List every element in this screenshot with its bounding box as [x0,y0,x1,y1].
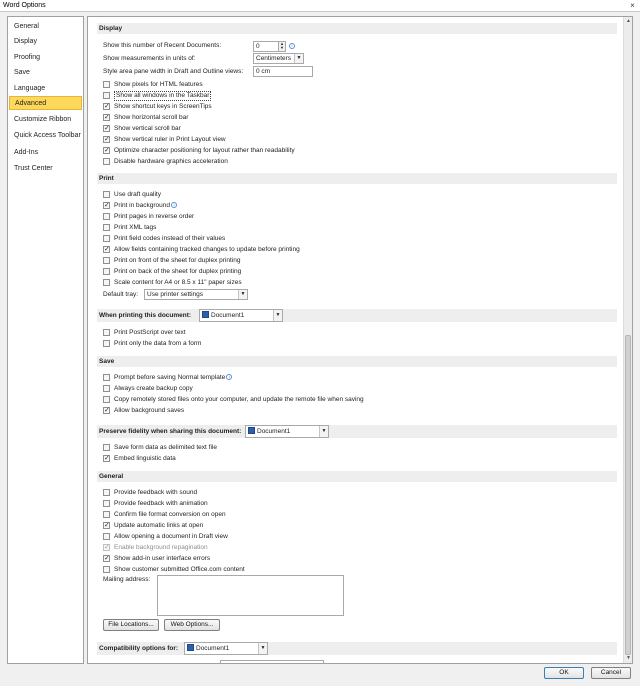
when-printing-label: When printing this document: [99,312,192,319]
file-locations-button[interactable]: File Locations... [103,619,159,631]
option-label: Allow background saves [114,407,185,414]
style-pane-width-input[interactable]: 0 cm [253,66,313,77]
option-label: Show shortcut keys in ScreenTips [114,103,212,110]
word-document-icon [187,644,194,651]
fidelity-doc-value: Document1 [257,428,291,435]
checkbox[interactable]: ✓ [104,407,110,414]
checkbox[interactable]: ✓ [104,114,110,121]
option-label: Show horizontal scroll bar [114,114,189,121]
scroll-up-icon[interactable]: ▲ [626,18,631,24]
checkbox: ✓ [104,544,110,551]
option-label: Allow opening a document in Draft view [114,533,228,540]
recent-docs-input[interactable]: 0 [253,41,279,52]
checkbox[interactable] [103,385,110,392]
when-printing-doc-value: Document1 [211,312,245,319]
option-label: Provide feedback with animation [114,500,208,507]
nav-item-quick-access-toolbar[interactable]: Quick Access Toolbar [14,132,81,139]
checkbox[interactable] [103,566,110,573]
option-label: Show vertical scroll bar [114,125,181,132]
option-label: Print on front of the sheet for duplex printing [114,257,241,264]
default-tray-label: Default tray: [103,291,139,298]
word-document-icon [248,427,255,434]
content-scrollbar[interactable] [623,17,632,663]
options-nav [7,16,84,664]
checkbox[interactable] [103,158,110,165]
nav-item-save[interactable]: Save [14,69,30,76]
checkbox[interactable] [103,329,110,336]
checkbox[interactable] [103,489,110,496]
option-label: Confirm file format conversion on open [114,511,226,518]
web-options-button[interactable]: Web Options... [164,619,220,631]
option-label: Enable background repagination [114,544,208,551]
nav-item-display[interactable]: Display [14,38,37,45]
option-label: Show vertical ruler in Print Layout view [114,136,226,143]
checkbox[interactable] [103,444,110,451]
spin-up-icon[interactable]: ▲ [280,41,284,46]
section-header-display: Display [97,23,617,34]
option-text: Print in background [114,202,171,209]
nav-item-language[interactable]: Language [14,85,46,92]
units-label: Show measurements in units of: [103,55,196,62]
option-label: Scale content for A4 or 8.5 x 11" paper sizes [114,279,242,286]
checkbox[interactable] [103,235,110,242]
spin-down-icon[interactable]: ▼ [280,45,284,50]
compat-document-dropdown[interactable] [184,642,268,655]
checkbox[interactable]: ✓ [104,522,110,529]
checkbox[interactable]: ✓ [104,103,110,110]
default-tray-dropdown[interactable] [144,289,248,300]
section-header-compat [97,642,617,655]
checkbox[interactable]: ✓ [104,246,110,253]
advanced-options-panel [87,16,633,664]
option-label: Always create backup copy [114,385,193,392]
default-tray-value: Use printer settings [147,291,203,298]
checkbox[interactable] [103,224,110,231]
nav-item-advanced[interactable]: Advanced [9,96,82,110]
option-label: Copy remotely stored files onto your computer, and update the remote file when saving [114,396,364,403]
checkbox[interactable]: ✓ [104,125,110,132]
option-label: Embed linguistic data [114,455,176,462]
mailing-address-label: Mailing address: [103,576,151,583]
units-value: Centimeters [256,55,292,62]
option-label: Print field codes instead of their values [114,235,226,242]
mailing-address-textarea[interactable] [157,575,344,616]
option-label: Allow fields containing tracked changes to update before printing [114,246,300,253]
chevron-down-icon: ▼ [294,54,303,63]
checkbox[interactable] [103,340,110,347]
chevron-down-icon: ▼ [319,426,328,437]
recent-docs-label: Show this number of Recent Documents: [103,42,222,49]
option-label: Save form data as delimited text file [114,444,217,451]
cancel-button[interactable]: Cancel [591,667,631,679]
nav-item-general[interactable]: General [14,23,39,30]
info-icon: i [171,202,177,208]
window-title: Word Options [3,2,46,9]
scroll-thumb[interactable] [625,335,631,655]
nav-item-add-ins[interactable]: Add-Ins [14,149,39,156]
option-label: Disable hardware graphics acceleration [114,158,228,165]
nav-item-proofing[interactable]: Proofing [14,54,41,61]
checkbox[interactable]: ✓ [104,136,110,143]
option-label: Print pages in reverse order [114,213,195,220]
option-label [114,201,177,211]
option-label: Print PostScript over text [114,329,186,336]
chevron-down-icon: ▼ [238,290,247,299]
checkbox[interactable] [103,191,110,198]
option-label: Provide feedback with sound [114,489,198,496]
checkbox[interactable] [103,213,110,220]
checkbox[interactable] [103,533,110,540]
chevron-down-icon: ▼ [273,310,282,321]
checkbox[interactable] [103,500,110,507]
nav-item-customize-ribbon[interactable]: Customize Ribbon [14,116,72,123]
checkbox[interactable] [103,279,110,286]
option-text: Prompt before saving Normal template [114,374,226,381]
option-label: Print only the data from a form [114,340,202,347]
info-icon: i [226,374,232,380]
compat-partial-dropdown[interactable] [220,660,324,664]
units-dropdown[interactable] [253,53,304,64]
compat-doc-value: Document1 [196,645,230,652]
style-pane-label: Style area pane width in Draft and Outline views: [103,68,244,75]
checkbox[interactable] [103,374,110,381]
checkbox[interactable] [103,268,110,275]
checkbox[interactable]: ✓ [104,202,110,209]
checkbox[interactable] [103,257,110,264]
option-label: Optimize character positioning for layout rather than readability [114,147,295,154]
compat-label: Compatibility options for: [99,645,179,652]
word-document-icon [202,311,209,318]
checkbox[interactable]: ✓ [104,147,110,154]
option-label: Update automatic links at open [114,522,204,529]
recent-docs-spinner[interactable] [278,41,286,52]
section-header-general: General [97,471,617,482]
option-label: Use draft quality [114,191,161,198]
checkbox[interactable]: ✓ [104,455,110,462]
fidelity-document-dropdown[interactable] [245,425,329,438]
option-label: Show pixels for HTML features [114,81,203,88]
section-header-print: Print [97,173,617,184]
section-header-fidelity [97,425,617,438]
fidelity-label: Preserve fidelity when sharing this document: [99,428,242,435]
info-icon: i [289,43,295,49]
option-label: Show customer submitted Office.com content [114,566,245,573]
checkbox[interactable] [103,396,110,403]
nav-item-trust-center[interactable]: Trust Center [14,165,53,172]
chevron-down-icon: ▼ [258,643,267,654]
checkbox[interactable] [103,81,110,88]
checkbox[interactable] [103,511,110,518]
ok-button[interactable]: OK [544,667,584,679]
section-header-when-printing [97,309,617,322]
option-label: Show all windows in the Taskbar [116,92,210,99]
when-printing-document-dropdown[interactable] [199,309,283,322]
option-label: Print on back of the sheet for duplex printing [114,268,242,275]
close-window-button[interactable]: × [630,1,635,10]
checkbox[interactable]: ✓ [104,555,110,562]
option-label: Show add-in user interface errors [114,555,211,562]
scroll-down-icon[interactable]: ▼ [626,655,631,661]
option-label: Print XML tags [114,224,157,231]
checkbox[interactable] [103,92,110,99]
title-bar [0,0,640,12]
section-header-save: Save [97,356,617,367]
option-label [114,373,232,383]
